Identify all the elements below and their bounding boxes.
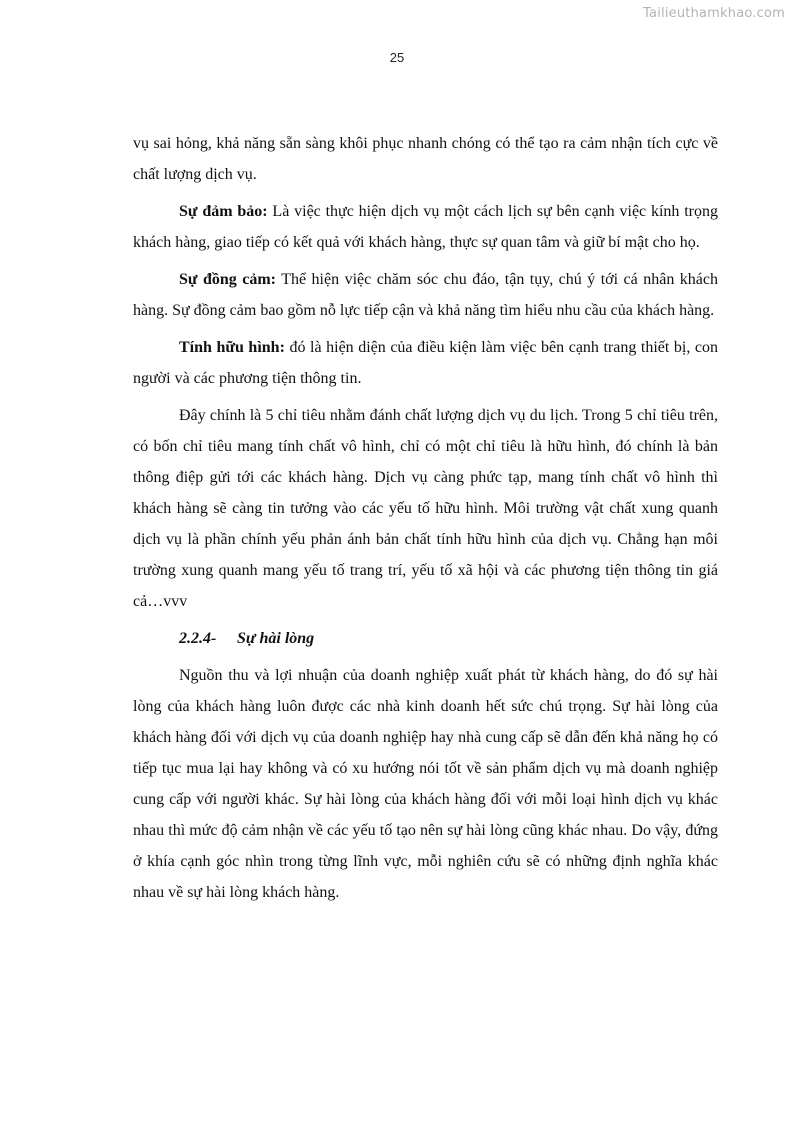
- paragraph-assurance: [133, 196, 718, 258]
- paragraph-text: Là việc thực hiện dịch vụ một cách lịch sự bên cạnh việc kính trọng khách hàng, giao tiếp có kết quả với khách hàng, thực sự quan tâm và giữ bí mật cho họ.: [133, 203, 719, 251]
- watermark: Tailieuthamkhao.com: [643, 6, 785, 21]
- page-number: 25: [389, 50, 405, 65]
- term-empathy: Sự đồng cảm:: [179, 271, 277, 288]
- section-number: 2.2.4-: [179, 630, 217, 647]
- paragraph-summary: [133, 400, 718, 617]
- paragraph-empathy: [133, 264, 718, 326]
- paragraph-satisfaction: [133, 660, 718, 908]
- section-title: Sự hài lòng: [237, 630, 315, 647]
- paragraph-text: đó là hiện diện của điều kiện làm việc bên cạnh trang thiết bị, con người và các phương tiện thông tin.: [133, 339, 719, 387]
- document-body: [133, 128, 718, 914]
- term-assurance: Sự đảm bảo:: [179, 203, 268, 220]
- paragraph-text: Đây chính là 5 chỉ tiêu nhằm đánh chất lượng dịch vụ du lịch. Trong 5 chỉ tiêu trên, có bốn chỉ tiêu mang tính chất vô hình, chỉ có một chỉ tiêu là hữu hình, đó chính là bản thông điệp gửi tới các khách hàng. Dịch vụ càng phức tạp, mang tính chất vô hình thì khách hàng sẽ càng tin tưởng vào các yếu tố hữu hình. Môi trường vật chất xung quanh dịch vụ là phần chính yếu phản ánh bản chất tính hữu hình của dịch vụ. Chẳng hạn môi trường xung quanh mang yếu tố trang trí, yếu tố xã hội và các phương tiện thông tin giá cả…vvv: [133, 407, 718, 610]
- term-tangibles: Tính hữu hình:: [179, 339, 285, 356]
- paragraph-text: Nguồn thu và lợi nhuận của doanh nghiệp xuất phát từ khách hàng, do đó sự hài lòng của khách hàng luôn được các nhà kinh doanh hết sức chú trọng. Sự hài lòng của khách hàng đối với dịch vụ của doanh nghiệp hay nhà cung cấp sẽ dẫn đến khả năng họ có tiếp tục mua lại hay không và có xu hướng nói tốt về sản phẩm dịch vụ mà doanh nghiệp cung cấp với người khác. Sự hài lòng của khách hàng đối với mỗi loại hình dịch vụ khác nhau thì mức độ cảm nhận về các yếu tố tạo nên sự hài lòng cũng khác nhau. Do vậy, đứng ở khía cạnh góc nhìn trong từng lĩnh vực, mỗi nghiên cứu sẽ có những định nghĩa khác nhau về sự hài lòng khách hàng.: [133, 667, 718, 901]
- paragraph-tangibles: [133, 332, 718, 394]
- section-heading: [179, 623, 718, 654]
- paragraph-continuation: [133, 128, 718, 190]
- paragraph-text: Thể hiện việc chăm sóc chu đáo, tận tụy, chú ý tới cá nhân khách hàng. Sự đồng cảm bao gồm nỗ lực tiếp cận và khả năng tìm hiểu nhu cầu của khách hàng.: [133, 271, 719, 319]
- paragraph-text: vụ sai hỏng, khả năng sẵn sàng khôi phục nhanh chóng có thể tạo ra cảm nhận tích cực về chất lượng dịch vụ.: [133, 135, 718, 183]
